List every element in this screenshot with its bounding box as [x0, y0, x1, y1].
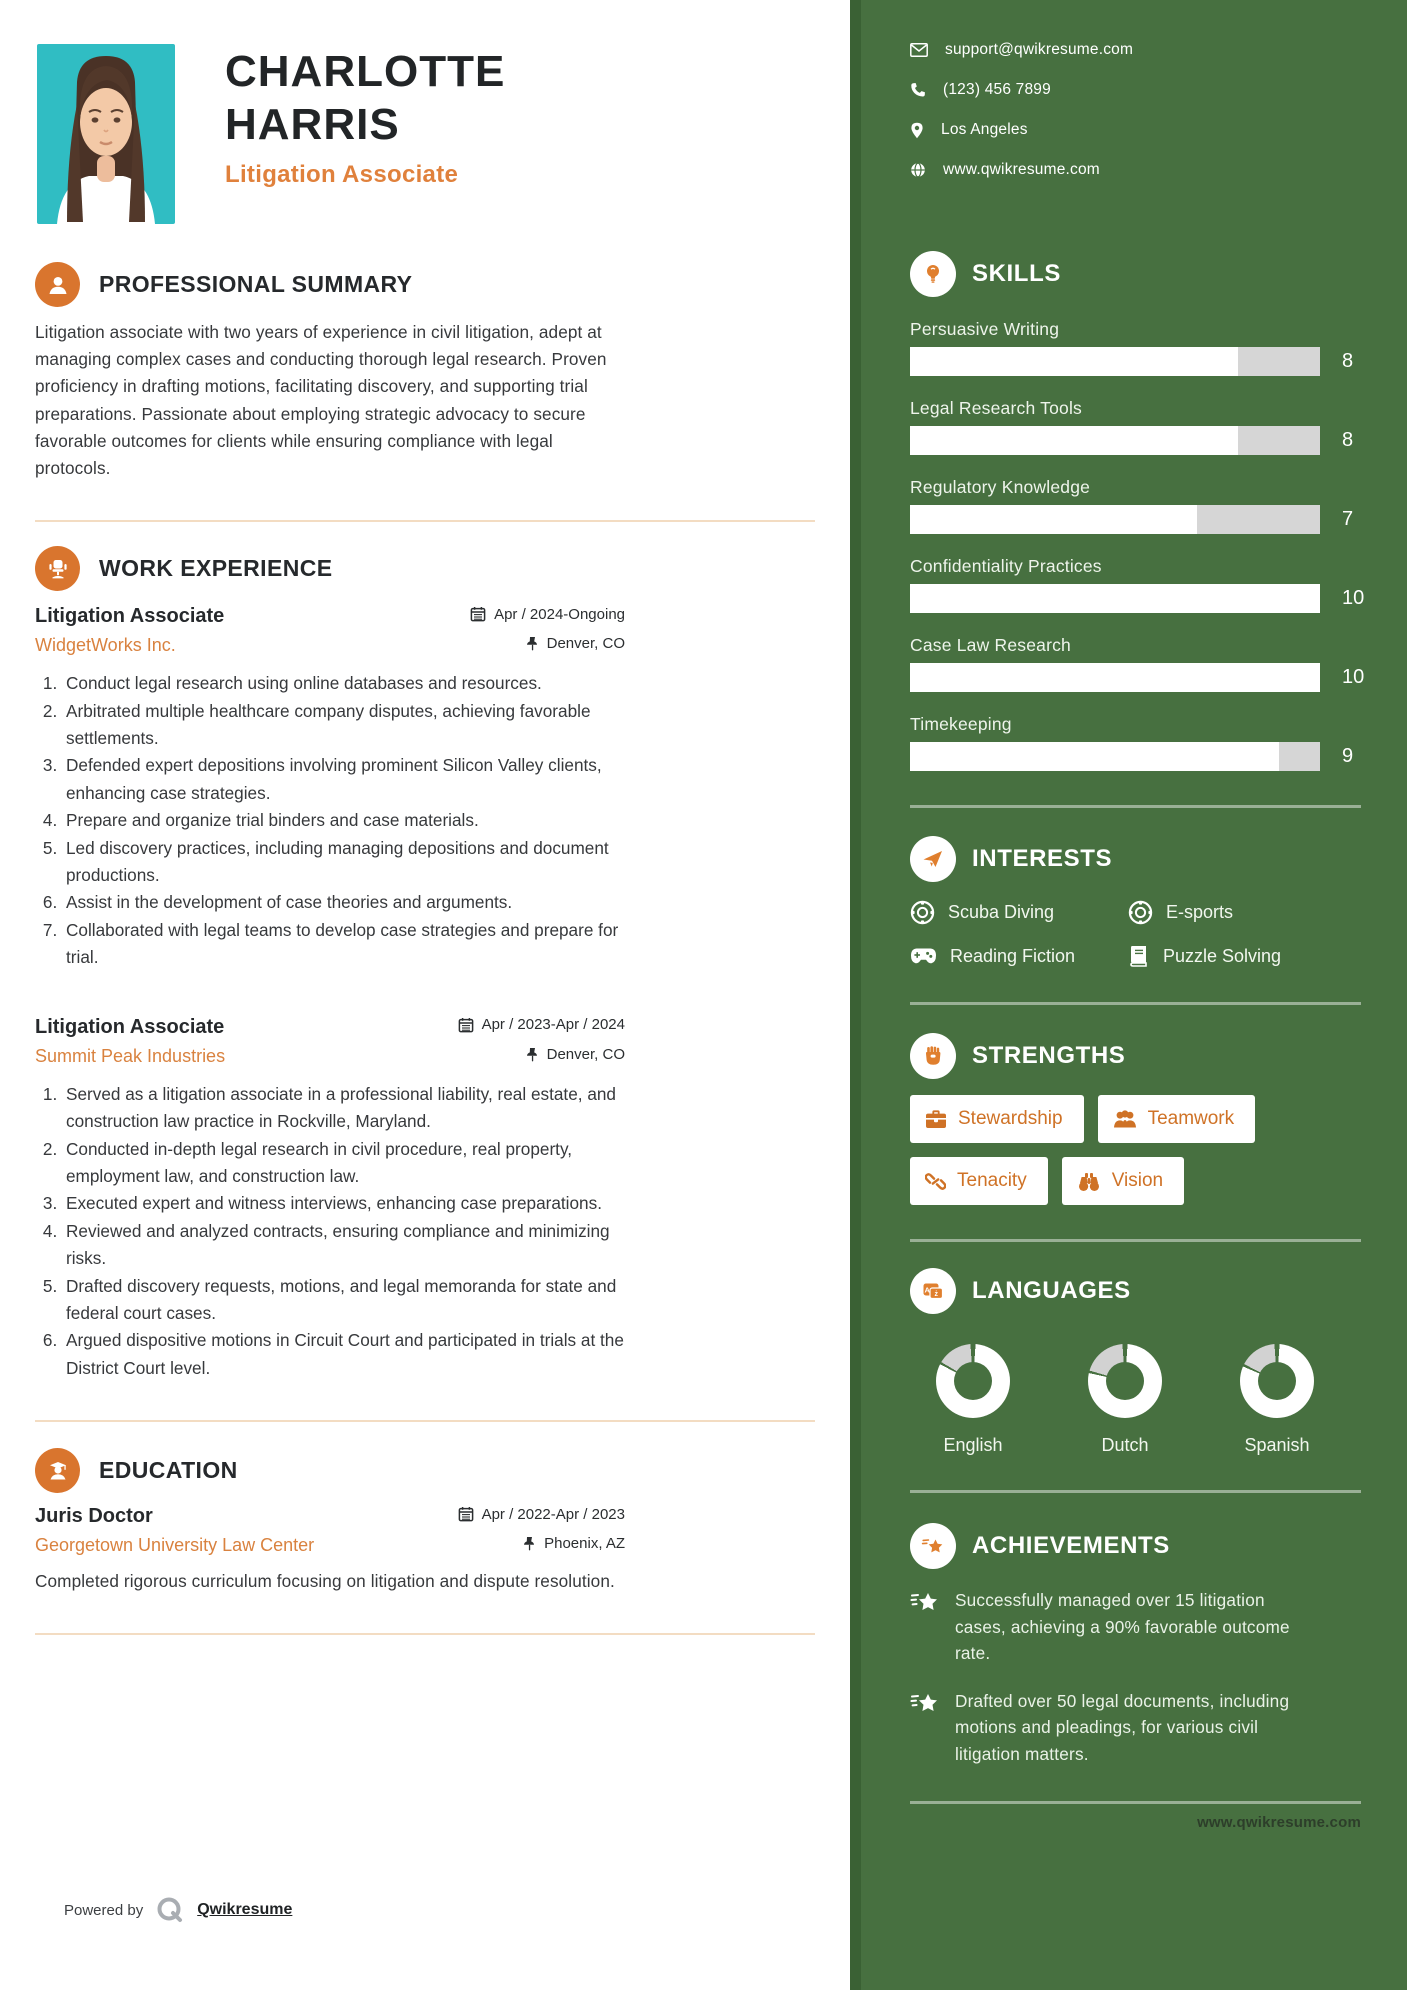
book-icon — [1128, 944, 1150, 968]
skill-item — [910, 398, 1361, 455]
sidebar-divider — [910, 805, 1361, 808]
skill-score: 7 — [1342, 508, 1354, 530]
skill-item — [910, 319, 1361, 376]
interest-label: Puzzle Solving — [1163, 945, 1282, 966]
person-name: CHARLOTTE HARRIS — [225, 47, 506, 149]
contact-email: support@qwikresume.com — [945, 41, 1134, 58]
pushpin-icon — [526, 1047, 539, 1062]
identity-header — [0, 0, 850, 224]
job-location — [458, 1046, 625, 1063]
interest-item — [1128, 900, 1361, 925]
languages-section — [910, 1268, 1361, 1456]
shooting-star-bullet-icon — [910, 1690, 940, 1718]
raised-fist-icon — [910, 1033, 956, 1079]
job-company: WidgetWorks Inc. — [35, 635, 176, 656]
skill-score: 10 — [1342, 666, 1365, 688]
job-date-text: Apr / 2024-Ongoing — [494, 605, 625, 623]
qwikresume-link[interactable]: Qwikresume — [197, 1901, 293, 1918]
job-bullet: 3. Defended expert depositions involving prominent Silicon Valley clients, enhancing case strategies. — [62, 752, 625, 807]
job-bullet-list — [35, 1081, 625, 1382]
experience-section — [35, 546, 625, 1382]
skill-name: Legal Research Tools — [910, 398, 1082, 418]
achievements-heading-row — [910, 1523, 1361, 1569]
languages-heading: LANGUAGES — [972, 1277, 1131, 1304]
svg-text:A: A — [924, 1285, 930, 1295]
language-donut-chart — [936, 1344, 1010, 1418]
skill-name: Case Law Research — [910, 635, 1071, 655]
svg-text:ż: ż — [934, 1290, 938, 1298]
skill-score: 8 — [1342, 429, 1354, 451]
contact-location-row — [910, 121, 1361, 139]
skill-score: 8 — [1342, 350, 1354, 372]
porthole-wheel-icon — [1128, 900, 1153, 925]
contact-website-row — [910, 161, 1361, 179]
job-bullet: 2. Conducted in-depth legal research in civil procedure, real property, employment law, and construction law. — [62, 1136, 625, 1191]
strength-label: Teamwork — [1147, 1108, 1235, 1129]
skill-bar — [910, 742, 1361, 771]
job-bullet: 5. Led discovery practices, including managing depositions and document productions. — [62, 835, 625, 890]
skills-heading: SKILLS — [972, 260, 1061, 287]
summary-text: Litigation associate with two years of experience in civil litigation, adept at managing complex cases and conducting thorough legal research. Proven proficiency in drafting motions, facilitating discovery, and supporting trial preparations. Passionate about employing strategic advocacy to secure favorable outcomes for clients while ensuring compliance with legal protocols. — [35, 322, 607, 479]
name-block — [225, 46, 665, 224]
skill-bar — [910, 584, 1365, 613]
divider — [35, 1420, 815, 1422]
briefcase-icon — [925, 1109, 947, 1129]
sidebar-website-link[interactable]: www.qwikresume.com — [1197, 1814, 1361, 1831]
skill-name: Persuasive Writing — [910, 319, 1060, 339]
job-location-text: Denver, CO — [546, 1045, 625, 1063]
education-heading-row — [35, 1448, 625, 1493]
gamepad-icon — [910, 947, 937, 965]
interest-label: E-sports — [1166, 902, 1234, 922]
contact-phone-row — [910, 81, 1361, 99]
skill-item — [910, 477, 1361, 534]
skill-bar — [910, 505, 1361, 534]
strengths-heading-row — [910, 1033, 1361, 1079]
job-bullet: 4. Prepare and organize trial binders and case materials. — [62, 807, 625, 834]
sidebar-divider — [910, 1002, 1361, 1005]
strength-label: Stewardship — [958, 1108, 1063, 1129]
graduate-icon — [35, 1448, 80, 1493]
profile-photo — [37, 44, 175, 224]
skill-name: Confidentiality Practices — [910, 556, 1102, 576]
education-header — [35, 1505, 625, 1556]
translation-icon — [910, 1268, 956, 1314]
interests-heading-row — [910, 836, 1361, 882]
person-title: Litigation Associate — [225, 160, 459, 188]
experience-heading: WORK EXPERIENCE — [99, 555, 333, 582]
interest-label: Reading Fiction — [950, 945, 1076, 966]
job-bullet: 4. Reviewed and analyzed contracts, ensuring compliance and minimizing risks. — [62, 1218, 625, 1273]
job-date — [470, 606, 625, 623]
language-item — [1222, 1344, 1332, 1456]
education-location — [458, 1535, 625, 1552]
interest-item — [1128, 944, 1361, 968]
profile-photo-illustration — [37, 44, 175, 224]
job-header — [35, 605, 625, 656]
job-title: Litigation Associate — [35, 1015, 225, 1038]
interest-item — [910, 900, 1128, 925]
strength-pill — [910, 1095, 1084, 1143]
interest-item — [910, 944, 1128, 968]
language-donut-chart — [1088, 1344, 1162, 1418]
language-donuts — [910, 1344, 1361, 1456]
map-pin-icon — [910, 122, 924, 139]
strength-pills — [910, 1095, 1330, 1205]
sidebar — [850, 0, 1407, 1990]
skill-bar — [910, 663, 1365, 692]
job-bullet: 6. Argued dispositive motions in Circuit Court and participated in trials at the District Court level. — [62, 1327, 625, 1382]
interest-grid — [910, 900, 1361, 968]
language-item — [1070, 1344, 1180, 1456]
skill-item — [910, 635, 1365, 692]
job-company: Summit Peak Industries — [35, 1045, 226, 1066]
pushpin-icon — [526, 636, 539, 651]
person-bust-icon — [35, 262, 80, 307]
education-date-text: Apr / 2022-Apr / 2023 — [481, 1505, 625, 1523]
job-bullet: 6. Assist in the development of case theories and arguments. — [62, 889, 625, 916]
skill-bar — [910, 426, 1361, 455]
skill-score: 9 — [1342, 745, 1354, 767]
paper-plane-icon — [910, 836, 956, 882]
shooting-star-bullet-icon — [910, 1589, 940, 1617]
contact-website: www.qwikresume.com — [943, 161, 1100, 178]
job-location-text: Denver, CO — [546, 635, 625, 653]
achievements-section — [910, 1523, 1361, 1767]
language-donut-chart — [1240, 1344, 1314, 1418]
envelope-icon — [910, 43, 928, 57]
users-icon — [1113, 1110, 1137, 1129]
languages-heading-row — [910, 1268, 1361, 1314]
strength-pill — [1062, 1157, 1184, 1205]
job-bullet: 7. Collaborated with legal teams to develop case strategies and prepare for trial. — [62, 917, 625, 972]
achievement-list — [910, 1587, 1361, 1767]
achievement-item — [910, 1587, 1361, 1667]
achievement-item — [910, 1688, 1361, 1768]
achievement-text: Drafted over 50 legal documents, including motions and pleadings, for various civil litigation matters. — [955, 1690, 1290, 1764]
sidebar-divider — [910, 1801, 1361, 1804]
skills-heading-row — [910, 251, 1361, 297]
skill-score: 10 — [1342, 587, 1365, 609]
qwikresume-logo — [155, 1895, 185, 1925]
school-name: Georgetown University Law Center — [35, 1535, 315, 1556]
education-section — [35, 1448, 625, 1595]
job-location — [470, 635, 625, 652]
summary-heading-row — [35, 262, 625, 307]
degree-title: Juris Doctor — [35, 1505, 153, 1528]
education-location-text: Phoenix, AZ — [544, 1535, 625, 1553]
language-item — [918, 1344, 1028, 1456]
sidebar-divider — [910, 1490, 1361, 1493]
skill-item — [910, 714, 1361, 771]
contact-location: Los Angeles — [941, 121, 1028, 138]
education-date — [458, 1506, 625, 1523]
job-bullet: 1. Served as a litigation associate in a professional liability, real estate, and construction law practice in Rockville, Maryland. — [62, 1081, 625, 1136]
job-title: Litigation Associate — [35, 605, 225, 628]
powered-by-footer — [64, 1895, 292, 1925]
calendar-icon — [470, 606, 486, 622]
globe-icon — [910, 162, 926, 178]
language-name: Dutch — [1101, 1435, 1149, 1455]
divider — [35, 520, 815, 522]
contact-block — [910, 41, 1361, 179]
job-bullet: 2. Arbitrated multiple healthcare company disputes, achieving favorable settlements. — [62, 698, 625, 753]
calendar-icon — [458, 1506, 474, 1522]
strengths-heading: STRENGTHS — [972, 1042, 1126, 1069]
strength-pill — [910, 1157, 1048, 1205]
strength-pill — [1098, 1095, 1256, 1143]
job-bullet: 3. Executed expert and witness interviews, enhancing case preparations. — [62, 1190, 625, 1217]
skill-bar — [910, 347, 1361, 376]
education-description: Completed rigorous curriculum focusing on litigation and dispute resolution. — [35, 1571, 615, 1592]
divider — [35, 1633, 815, 1635]
job-entry — [35, 605, 625, 971]
pushpin-icon — [523, 1536, 536, 1551]
job-date-text: Apr / 2023-Apr / 2024 — [481, 1016, 625, 1034]
summary-heading: PROFESSIONAL SUMMARY — [99, 271, 413, 297]
office-chair-icon — [35, 546, 80, 591]
achievements-heading: ACHIEVEMENTS — [972, 1532, 1170, 1559]
contact-phone: (123) 456 7899 — [943, 81, 1051, 98]
job-date — [458, 1016, 625, 1033]
powered-by-label: Powered by — [64, 1901, 144, 1919]
binoculars-icon — [1077, 1171, 1101, 1192]
language-name: Spanish — [1244, 1435, 1310, 1455]
skills-section — [910, 251, 1365, 771]
job-header — [35, 1016, 625, 1067]
sidebar-divider — [910, 1239, 1361, 1242]
experience-heading-row — [35, 546, 625, 591]
education-heading: EDUCATION — [99, 1457, 238, 1484]
chain-link-icon — [925, 1171, 946, 1192]
phone-icon — [910, 82, 926, 98]
job-bullet: 5. Drafted discovery requests, motions, and legal memoranda for state and federal court cases. — [62, 1273, 625, 1328]
summary-section — [35, 262, 625, 482]
skill-name: Timekeeping — [910, 714, 1012, 734]
job-bullet-list — [35, 670, 625, 971]
interest-label: Scuba Diving — [948, 902, 1055, 922]
shooting-star-icon — [910, 1523, 956, 1569]
job-entry — [35, 1016, 625, 1382]
strength-label: Tenacity — [957, 1170, 1027, 1191]
achievement-text: Successfully managed over 15 litigation cases, achieving a 90% favorable outcome rate. — [955, 1590, 1290, 1663]
lightbulb-icon — [910, 251, 956, 297]
job-bullet: 1. Conduct legal research using online databases and resources. — [62, 670, 625, 697]
skill-item — [910, 556, 1365, 613]
contact-email-row — [910, 41, 1361, 59]
strength-label: Vision — [1111, 1170, 1164, 1191]
language-name: English — [943, 1435, 1003, 1455]
calendar-icon — [458, 1017, 474, 1033]
interests-heading: INTERESTS — [972, 845, 1113, 872]
education-entry — [35, 1505, 625, 1595]
strengths-section — [910, 1033, 1361, 1205]
porthole-wheel-icon — [910, 900, 935, 925]
skill-name: Regulatory Knowledge — [910, 477, 1091, 497]
interests-section — [910, 836, 1361, 968]
